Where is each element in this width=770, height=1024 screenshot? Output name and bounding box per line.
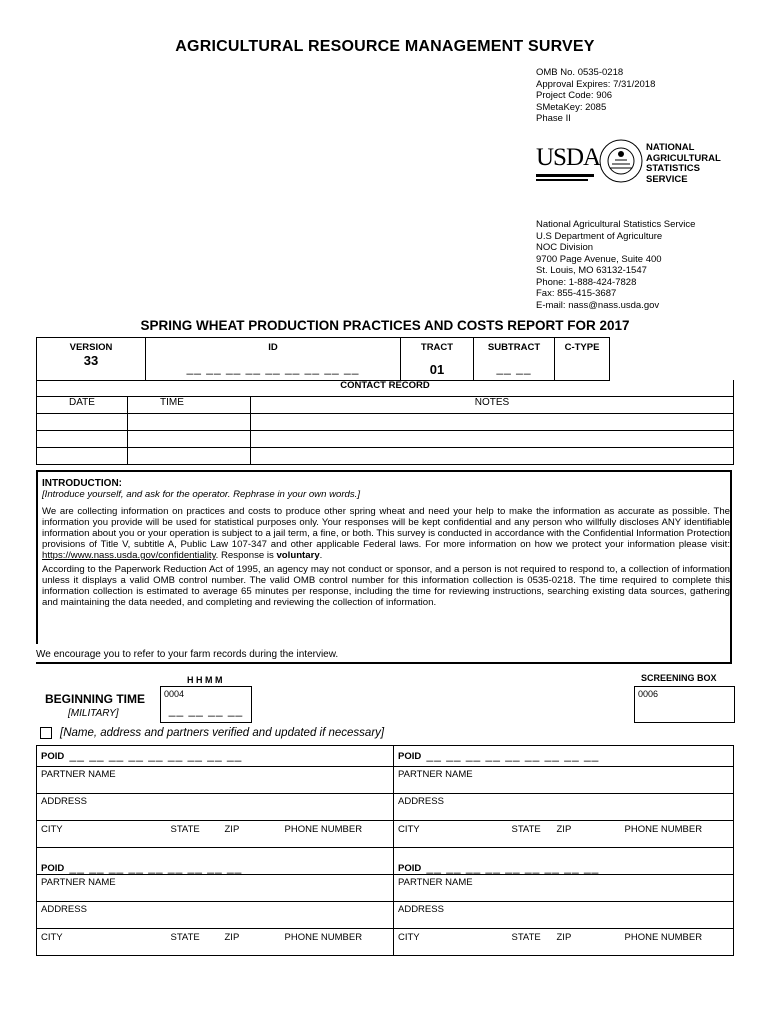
phase: Phase II: [536, 113, 571, 124]
verified-checkbox[interactable]: [40, 727, 52, 739]
poid-field[interactable]: [37, 746, 394, 767]
state-label: STATE: [170, 824, 200, 835]
tract-label: TRACT: [420, 342, 454, 353]
usda-wordmark: USDA: [536, 144, 601, 171]
intro-paragraph-1: [42, 506, 730, 561]
contact-cell[interactable]: [128, 431, 251, 448]
screening-box[interactable]: [634, 686, 735, 723]
contact-cell[interactable]: [37, 414, 128, 431]
introduction-box: [36, 470, 732, 664]
confidentiality-link[interactable]: https://www.nass.usda.gov/confidentiality: [42, 550, 216, 561]
smetakey: SMetaKey: 2085: [536, 101, 607, 113]
page-title: AGRICULTURAL RESOURCE MANAGEMENT SURVEY: [175, 38, 595, 55]
address-line: 9700 Page Avenue, Suite 400: [536, 253, 662, 265]
nass-line: STATISTICS: [646, 163, 701, 174]
beginning-time-box[interactable]: [160, 686, 252, 723]
address-line: National Agricultural Statistics Service: [536, 219, 696, 230]
id-cell[interactable]: [146, 338, 401, 381]
contact-record-table: [36, 380, 734, 465]
report-subtitle: SPRING WHEAT PRODUCTION PRACTICES AND COSTS REPORT FOR 2017: [140, 318, 630, 333]
code-0004: 0004: [164, 689, 185, 699]
subtract-label: SUBTRACT: [487, 342, 541, 353]
voluntary-text: voluntary: [276, 550, 320, 561]
subtract-cell[interactable]: [474, 338, 555, 381]
poid-label: POID: [41, 863, 65, 874]
phone-label: PHONE NUMBER: [624, 824, 703, 835]
contact-cell[interactable]: [37, 431, 128, 448]
contact-cell[interactable]: [251, 448, 734, 465]
logo-bar: [536, 174, 594, 177]
id-blanks: __ __ __ __ __ __ __ __ __: [186, 361, 360, 375]
address-line: Phone: 1-888-424-7828: [536, 276, 637, 288]
nass-name: [646, 143, 721, 185]
version-value: 33: [83, 353, 99, 368]
city-state-zip-phone[interactable]: [37, 929, 394, 956]
zip-label: ZIP: [556, 932, 572, 943]
address-line: NOC Division: [536, 242, 594, 253]
logo-bar: [536, 179, 588, 181]
address-field[interactable]: ADDRESS: [37, 902, 394, 929]
contact-cell[interactable]: [251, 414, 734, 431]
poid-label: POID: [41, 751, 65, 762]
intro-text: .: [319, 550, 323, 561]
intro-text: We are collecting information on practices and costs to produce other spring wheat and need your help to make the information as accurate as possible. The information you provide will be used for statistical purposes only. Your responses will be kept confidential and any person who willfully discloses ANY identifiable information about you or your operation is subject to a jail term, a fine, or both. This survey is conducted in accordance with the Confidential Information Protection provisions of Title V, subtitle A, Public Law 107-347 and other applicable Federal laws. For more information on how we protect your information please visit:: [42, 506, 730, 550]
col-notes: NOTES: [251, 397, 734, 414]
version-label: VERSION: [69, 342, 113, 353]
poid-blanks: __ __ __ __ __ __ __ __ __: [69, 860, 243, 874]
city-state-zip-phone[interactable]: [394, 929, 734, 956]
approval-expires: Approval Expires: 7/31/2018: [536, 78, 656, 90]
address-line: St. Louis, MO 63132-1547: [536, 265, 647, 276]
intro-instruction: [Introduce yourself, and ask for the operator. Rephrase in your own words.]: [42, 489, 361, 500]
city-label: CITY: [398, 824, 420, 835]
screening-box-label: SCREENING BOX: [641, 673, 717, 683]
city-label: CITY: [41, 824, 63, 835]
zip-label: ZIP: [224, 932, 240, 943]
id-table-spacer: [610, 338, 735, 381]
address-field[interactable]: ADDRESS: [394, 902, 734, 929]
poid-label: POID: [398, 863, 422, 874]
poid-blanks: __ __ __ __ __ __ __ __ __: [426, 860, 600, 874]
poid-field[interactable]: [37, 848, 394, 875]
contact-record-title: CONTACT RECORD: [37, 380, 734, 397]
zip-label: ZIP: [556, 824, 572, 835]
ctype-cell[interactable]: [555, 338, 610, 381]
nass-line: SERVICE: [646, 173, 688, 185]
phone-label: PHONE NUMBER: [284, 824, 363, 835]
contact-cell[interactable]: [128, 414, 251, 431]
partner-name-field[interactable]: PARTNER NAME: [37, 767, 394, 794]
partner-name-field[interactable]: PARTNER NAME: [394, 875, 734, 902]
encourage-text: We encourage you to refer to your farm records during the interview.: [36, 649, 339, 660]
intro-text: . Response is: [215, 550, 277, 561]
usda-logo: [536, 138, 736, 188]
tract-value: 01: [429, 362, 445, 377]
nass-line: NATIONAL: [646, 142, 695, 153]
contact-cell[interactable]: [37, 448, 128, 465]
address-line: E-mail: nass@nass.usda.gov: [536, 299, 660, 311]
zip-label: ZIP: [224, 824, 240, 835]
military-label: [MILITARY]: [68, 708, 119, 719]
beginning-time-label: BEGINNING TIME: [45, 692, 146, 706]
partner-name-field[interactable]: PARTNER NAME: [394, 767, 734, 794]
state-label: STATE: [511, 824, 541, 835]
city-label: CITY: [398, 932, 420, 943]
omb-number: OMB No. 0535-0218: [536, 67, 624, 78]
poid-blanks: __ __ __ __ __ __ __ __ __: [69, 748, 243, 762]
contact-cell[interactable]: [128, 448, 251, 465]
contact-cell[interactable]: [251, 431, 734, 448]
phone-label: PHONE NUMBER: [624, 932, 703, 943]
poid-field[interactable]: [394, 848, 734, 875]
col-date: DATE: [37, 397, 128, 414]
ctype-label: C-TYPE: [564, 342, 600, 353]
nass-line: AGRICULTURAL: [646, 152, 721, 164]
phone-label: PHONE NUMBER: [284, 932, 363, 943]
poid-label: POID: [398, 751, 422, 762]
id-label: ID: [268, 342, 278, 353]
id-table: [36, 337, 734, 381]
intro-heading: INTRODUCTION:: [42, 478, 122, 489]
intro-left-border: [36, 472, 38, 644]
code-0006: 0006: [638, 689, 659, 699]
state-label: STATE: [170, 932, 200, 943]
state-label: STATE: [511, 932, 541, 943]
omb-info: [536, 67, 655, 125]
nass-seal-icon: [598, 138, 644, 184]
poid-blanks: __ __ __ __ __ __ __ __ __: [426, 748, 600, 762]
poid-field[interactable]: [394, 746, 734, 767]
nass-address: [536, 219, 695, 311]
hhmm-label: H H M M: [187, 675, 223, 685]
partner-name-field[interactable]: PARTNER NAME: [37, 875, 394, 902]
tract-cell: [401, 338, 474, 381]
col-time: TIME: [128, 397, 251, 414]
version-cell: [37, 338, 146, 381]
verified-row: [40, 727, 384, 739]
city-state-zip-phone[interactable]: [394, 821, 734, 848]
address-field[interactable]: ADDRESS: [394, 794, 734, 821]
project-code: Project Code: 906: [536, 90, 613, 101]
address-line: Fax: 855-415-3687: [536, 288, 617, 299]
address-field[interactable]: ADDRESS: [37, 794, 394, 821]
intro-content: [36, 472, 730, 608]
subtract-blanks: __ __: [496, 361, 532, 375]
intro-paragraph-2: According to the Paperwork Reduction Act of 1995, an agency may not conduct or sponsor, and a person is not required to respond to, a collection of information unless it displays a valid OMB control number. The valid OMB control number for this information collection is 0535-0218. The time required to complete this information collection is estimated to average 65 minutes per response, including the time for reviewing instructions, searching existing data sources, gathering and maintaining the data needed, and completing and reviewing the collection of information.: [42, 564, 730, 608]
time-blanks: __ __ __ __: [168, 703, 244, 717]
address-line: U.S Department of Agriculture: [536, 230, 663, 242]
verified-note: [Name, address and partners verified and updated if necessary]: [60, 727, 385, 740]
city-label: CITY: [41, 932, 63, 943]
city-state-zip-phone[interactable]: [37, 821, 394, 848]
poid-table: [36, 745, 734, 956]
